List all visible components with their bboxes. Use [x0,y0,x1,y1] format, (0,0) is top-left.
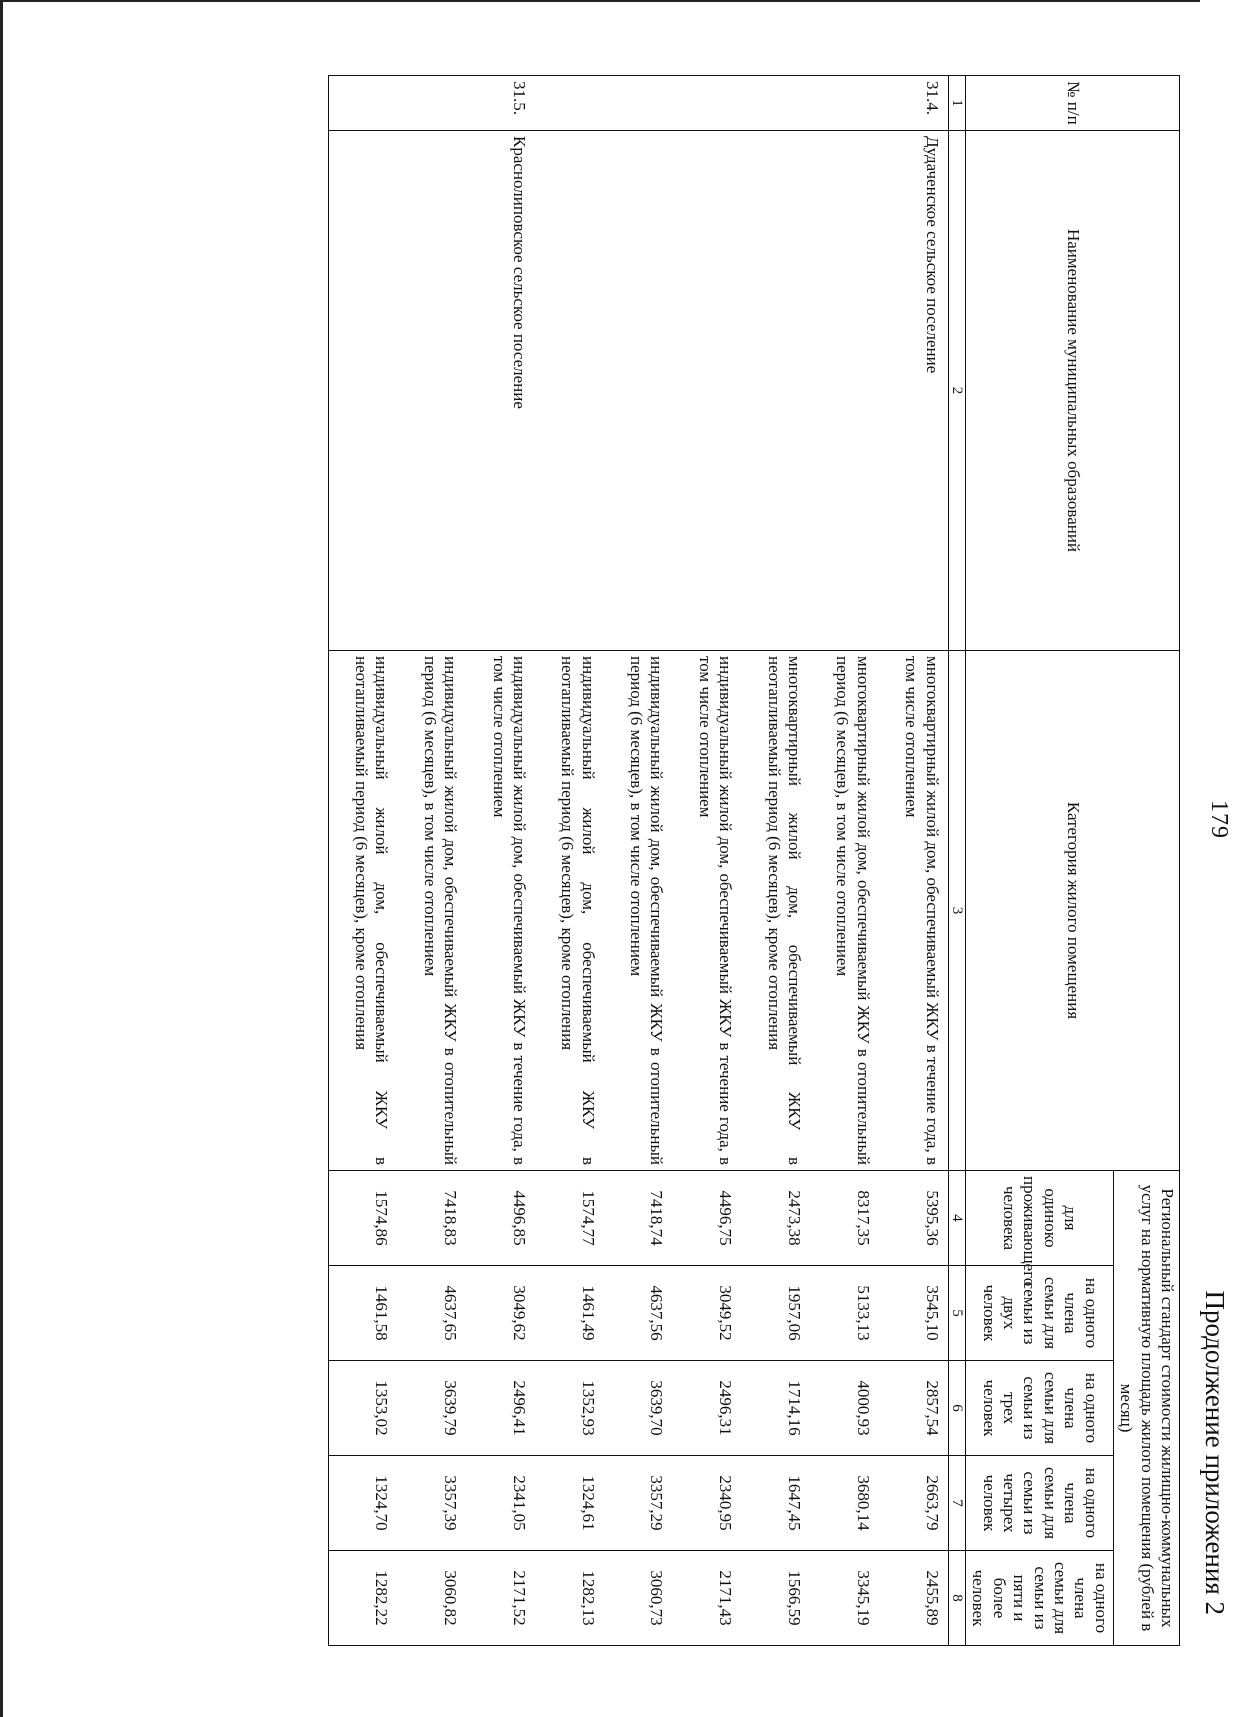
value-family-3: 1714,16 [741,1361,810,1456]
row-number [741,76,810,131]
page-number: 179 [1206,800,1232,839]
value-family-5-plus: 3345,19 [810,1551,879,1646]
value-family-5-plus: 1566,59 [741,1551,810,1646]
value-family-3: 3639,79 [397,1361,466,1456]
column-number: 5 [948,1266,966,1361]
table-row [879,76,948,1646]
value-family-4: 2341,05 [466,1456,535,1551]
row-number [810,76,879,131]
value-single: 1574,77 [535,1171,604,1266]
housing-category: индивидуальный жилой дом, обеспечиваемый ЖКУ в неотапливаемый период (6 месяцев), кроме отопления [535,651,604,1171]
value-single: 4496,75 [672,1171,741,1266]
value-family-4: 1324,61 [535,1456,604,1551]
value-family-4: 3357,29 [604,1456,673,1551]
table-row [810,76,879,1646]
value-family-3: 1352,93 [535,1361,604,1456]
value-family-4: 1647,45 [741,1456,810,1551]
header-category: Категория жилого помещения [966,651,1180,1171]
municipality-name [672,131,741,651]
value-single: 2473,38 [741,1171,810,1266]
appendix-continuation: Продолжение приложения 2 [1200,1290,1230,1615]
value-single: 7418,74 [604,1171,673,1266]
column-number: 6 [948,1361,966,1456]
rotated-page [80,40,1240,1660]
header-sub-5: на одного члена семьи для семьи из пяти и более человек [966,1551,1114,1646]
value-family-2: 1461,49 [535,1266,604,1361]
municipality-name: Дудаченское сельское поселение [879,131,948,651]
row-number: 31.5. [466,76,535,131]
value-family-2: 3545,10 [879,1266,948,1361]
housing-category: индивидуальный жилой дом, обеспечиваемый ЖКУ в отопительный период (6 месяцев), в том числе отоплением [604,651,673,1171]
municipality-name [741,131,810,651]
value-family-5-plus: 2455,89 [879,1551,948,1646]
value-family-2: 3049,62 [466,1266,535,1361]
value-family-4: 1324,70 [328,1456,397,1551]
table-body [328,76,948,1646]
column-number-row [948,76,966,1646]
value-family-3: 2857,54 [879,1361,948,1456]
municipality-name: Краснолиповское сельское поселение [466,131,535,651]
row-number [535,76,604,131]
header-num: № п/п [966,76,1180,131]
value-family-4: 2663,79 [879,1456,948,1551]
housing-category: индивидуальный жилой дом, обеспечиваемый ЖКУ в течение года, в том числе отоплением [672,651,741,1171]
column-number: 2 [948,131,966,651]
value-family-5-plus: 1282,13 [535,1551,604,1646]
scan-edge-left [0,0,3,1717]
value-family-4: 2340,95 [672,1456,741,1551]
header-sub-2: на одного члена семьи для семьи из двух человек [966,1266,1114,1361]
row-number: 31.4. [879,76,948,131]
value-family-3: 2496,41 [466,1361,535,1456]
value-family-4: 3357,39 [397,1456,466,1551]
value-family-5-plus: 1282,22 [328,1551,397,1646]
housing-category: индивидуальный жилой дом, обеспечиваемый ЖКУ в отопительный период (6 месяцев), в том числе отоплением [397,651,466,1171]
column-number: 1 [948,76,966,131]
housing-category: многоквартирный жилой дом, обеспечиваемый ЖКУ в течение года, в том числе отоплением [879,651,948,1171]
value-family-4: 3680,14 [810,1456,879,1551]
value-family-5-plus: 3060,73 [604,1551,673,1646]
value-single: 1574,86 [328,1171,397,1266]
table-row [672,76,741,1646]
value-family-5-plus: 3060,82 [397,1551,466,1646]
value-family-2: 1957,06 [741,1266,810,1361]
row-number [604,76,673,131]
row-number [672,76,741,131]
housing-standard-table [328,75,1180,1646]
table-row [466,76,535,1646]
value-family-3: 3639,70 [604,1361,673,1456]
value-family-3: 2496,31 [672,1361,741,1456]
column-number: 3 [948,651,966,1171]
value-family-3: 1353,02 [328,1361,397,1456]
row-number [328,76,397,131]
value-family-2: 3049,52 [672,1266,741,1361]
housing-category: индивидуальный жилой дом, обеспечиваемый ЖКУ в неотапливаемый период (6 месяцев), кроме отопления [328,651,397,1171]
value-single: 5395,36 [879,1171,948,1266]
table-row [397,76,466,1646]
header-sub-1: для одиноко проживающего человека [966,1171,1114,1266]
value-family-3: 4000,93 [810,1361,879,1456]
row-number [397,76,466,131]
table-header [948,76,1179,1646]
value-single: 7418,83 [397,1171,466,1266]
column-number: 7 [948,1456,966,1551]
header-sub-4: на одного члена семьи для семьи из четырех человек [966,1456,1114,1551]
value-family-2: 4637,56 [604,1266,673,1361]
column-number: 4 [948,1171,966,1266]
value-family-5-plus: 2171,52 [466,1551,535,1646]
scan-edge-top [0,0,1200,2]
housing-category: многоквартирный жилой дом, обеспечиваемый ЖКУ в отопительный период (6 месяцев), в том числе отоплением [810,651,879,1171]
municipality-name [397,131,466,651]
value-family-2: 5133,13 [810,1266,879,1361]
header-standard-group: Региональный стандарт стоимости жилищно-коммунальных услуг на нормативную площадь жилого помещения (рублей в месяц) [1113,1171,1179,1646]
municipality-name [328,131,397,651]
value-family-2: 4637,65 [397,1266,466,1361]
header-municipality: Наименование муниципальных образований [966,131,1180,651]
municipality-name [810,131,879,651]
column-number: 8 [948,1551,966,1646]
value-family-5-plus: 2171,43 [672,1551,741,1646]
municipality-name [604,131,673,651]
table-row [535,76,604,1646]
table-row [741,76,810,1646]
value-family-2: 1461,58 [328,1266,397,1361]
header-sub-3: на одного члена семьи для семьи из трех человек [966,1361,1114,1456]
value-single: 8317,35 [810,1171,879,1266]
municipality-name [535,131,604,651]
table-row [328,76,397,1646]
value-single: 4496,85 [466,1171,535,1266]
table-row [604,76,673,1646]
housing-category: многоквартирный жилой дом, обеспечиваемый ЖКУ в неотапливаемый период (6 месяцев), кроме отопления [741,651,810,1171]
housing-category: индивидуальный жилой дом, обеспечиваемый ЖКУ в течение года, в том числе отоплением [466,651,535,1171]
